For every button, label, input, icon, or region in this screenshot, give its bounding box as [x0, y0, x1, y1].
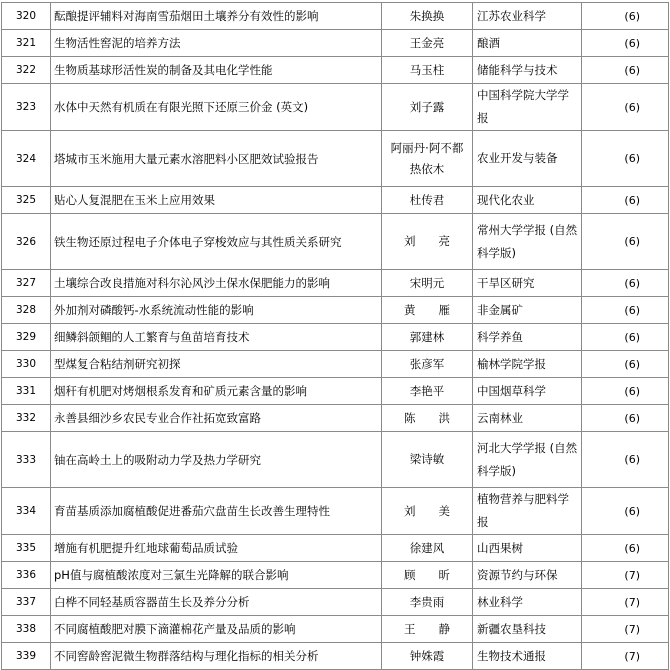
author-name: 刘子露 — [382, 84, 473, 131]
row-number: 325 — [2, 187, 51, 214]
author-name: 阿丽丹·阿不都热依木 — [382, 131, 473, 187]
journal-name: 山西果树 — [473, 535, 582, 562]
article-title: 烟秆有机肥对烤烟根系发育和矿质元素含量的影响 — [51, 378, 382, 405]
article-title: 塔城市玉米施用大量元素水溶肥料小区肥效试验报告 — [51, 131, 382, 187]
table-row — [2, 351, 669, 378]
issue-number: (6) — [582, 131, 669, 187]
issue-number: (6) — [582, 535, 669, 562]
issue-number: (6) — [582, 30, 669, 57]
issue-number: (6) — [582, 57, 669, 84]
article-title: 土壤综合改良措施对科尔沁风沙土保水保肥能力的影响 — [51, 270, 382, 297]
issue-number: (6) — [582, 351, 669, 378]
table-row — [2, 616, 669, 643]
issue-number: (6) — [582, 324, 669, 351]
table-row — [2, 131, 669, 187]
article-title: 生物活性窖泥的培养方法 — [51, 30, 382, 57]
row-number: 339 — [2, 643, 51, 670]
publication-table — [1, 2, 669, 670]
row-number: 334 — [2, 488, 51, 535]
row-number: 323 — [2, 84, 51, 131]
article-title: 外加剂对磷酸钙-水系统流动性能的影响 — [51, 297, 382, 324]
journal-name: 农业开发与装备 — [473, 131, 582, 187]
article-title: 不同腐植酸肥对膜下滴灌棉花产量及品质的影响 — [51, 616, 382, 643]
row-number: 329 — [2, 324, 51, 351]
article-title: 细鳞斜颌鲴的人工繁育与鱼苗培育技术 — [51, 324, 382, 351]
table-row — [2, 3, 669, 30]
author-name: 徐建风 — [382, 535, 473, 562]
issue-number: (6) — [582, 297, 669, 324]
author-name: 钟姝霞 — [382, 643, 473, 670]
table-row — [2, 589, 669, 616]
row-number: 321 — [2, 30, 51, 57]
issue-number: (7) — [582, 616, 669, 643]
journal-name: 生物技术通报 — [473, 643, 582, 670]
row-number: 320 — [2, 3, 51, 30]
journal-name: 云南林业 — [473, 405, 582, 432]
journal-name: 干旱区研究 — [473, 270, 582, 297]
author-name: 梁诗敏 — [382, 432, 473, 488]
row-number: 322 — [2, 57, 51, 84]
author-name: 陈 洪 — [382, 405, 473, 432]
author-name: 李艳平 — [382, 378, 473, 405]
row-number: 338 — [2, 616, 51, 643]
article-title: 增施有机肥提升红地球葡萄品质试验 — [51, 535, 382, 562]
journal-name: 江苏农业科学 — [473, 3, 582, 30]
author-name: 顾 昕 — [382, 562, 473, 589]
table-row — [2, 535, 669, 562]
journal-name: 林业科学 — [473, 589, 582, 616]
author-name: 王 静 — [382, 616, 473, 643]
row-number: 324 — [2, 131, 51, 187]
table-row — [2, 270, 669, 297]
author-name: 王金亮 — [382, 30, 473, 57]
row-number: 333 — [2, 432, 51, 488]
table-row — [2, 643, 669, 670]
row-number: 330 — [2, 351, 51, 378]
article-title: pH值与腐植酸浓度对三氯生光降解的联合影响 — [51, 562, 382, 589]
issue-number: (7) — [582, 643, 669, 670]
journal-name: 中国烟草科学 — [473, 378, 582, 405]
table-row — [2, 297, 669, 324]
issue-number: (6) — [582, 3, 669, 30]
issue-number: (6) — [582, 405, 669, 432]
row-number: 331 — [2, 378, 51, 405]
journal-name: 河北大学学报 (自然科学版) — [473, 432, 582, 488]
article-title: 永善县细沙乡农民专业合作社拓宽致富路 — [51, 405, 382, 432]
author-name: 宋明元 — [382, 270, 473, 297]
journal-name: 现代化农业 — [473, 187, 582, 214]
journal-name: 植物营养与肥料学报 — [473, 488, 582, 535]
issue-number: (6) — [582, 187, 669, 214]
journal-name: 储能科学与技术 — [473, 57, 582, 84]
row-number: 336 — [2, 562, 51, 589]
publication-table-body — [2, 3, 669, 670]
article-title: 型煤复合粘结剂研究初探 — [51, 351, 382, 378]
issue-number: (6) — [582, 432, 669, 488]
author-name: 张彦军 — [382, 351, 473, 378]
journal-name: 酿酒 — [473, 30, 582, 57]
issue-number: (6) — [582, 270, 669, 297]
article-title: 酝酿提评辅料对海南雪茄烟田土壤养分有效性的影响 — [51, 3, 382, 30]
table-row — [2, 405, 669, 432]
table-row — [2, 30, 669, 57]
table-row — [2, 378, 669, 405]
author-name: 郭建林 — [382, 324, 473, 351]
issue-number: (6) — [582, 378, 669, 405]
journal-name: 资源节约与环保 — [473, 562, 582, 589]
article-title: 水体中天然有机质在有限光照下还原三价金 (英文) — [51, 84, 382, 131]
journal-name: 科学养鱼 — [473, 324, 582, 351]
author-name: 李贵雨 — [382, 589, 473, 616]
table-row — [2, 432, 669, 488]
author-name: 刘 亮 — [382, 214, 473, 270]
author-name: 杜传君 — [382, 187, 473, 214]
table-row — [2, 57, 669, 84]
issue-number: (7) — [582, 562, 669, 589]
row-number: 326 — [2, 214, 51, 270]
row-number: 328 — [2, 297, 51, 324]
journal-name: 新疆农垦科技 — [473, 616, 582, 643]
journal-name: 中国科学院大学学报 — [473, 84, 582, 131]
row-number: 335 — [2, 535, 51, 562]
table-row — [2, 324, 669, 351]
table-row — [2, 488, 669, 535]
row-number: 337 — [2, 589, 51, 616]
issue-number: (6) — [582, 84, 669, 131]
author-name: 马玉柱 — [382, 57, 473, 84]
table-row — [2, 187, 669, 214]
journal-name: 榆林学院学报 — [473, 351, 582, 378]
author-name: 朱换换 — [382, 3, 473, 30]
issue-number: (6) — [582, 214, 669, 270]
author-name: 黄 雁 — [382, 297, 473, 324]
table-row — [2, 84, 669, 131]
article-title: 不同窖龄窖泥微生物群落结构与理化指标的相关分析 — [51, 643, 382, 670]
article-title: 生物质基球形活性炭的制备及其电化学性能 — [51, 57, 382, 84]
article-title: 铀在高岭土上的吸附动力学及热力学研究 — [51, 432, 382, 488]
issue-number: (6) — [582, 488, 669, 535]
article-title: 白桦不同轻基质容器苗生长及养分分析 — [51, 589, 382, 616]
journal-name: 常州大学学报 (自然科学版) — [473, 214, 582, 270]
article-title: 铁生物还原过程电子介体电子穿梭效应与其性质关系研究 — [51, 214, 382, 270]
row-number: 327 — [2, 270, 51, 297]
article-title: 贴心人复混肥在玉米上应用效果 — [51, 187, 382, 214]
table-row — [2, 214, 669, 270]
row-number: 332 — [2, 405, 51, 432]
journal-name: 非金属矿 — [473, 297, 582, 324]
article-title: 育苗基质添加腐植酸促进番茄穴盘苗生长改善生理特性 — [51, 488, 382, 535]
table-row — [2, 562, 669, 589]
issue-number: (7) — [582, 589, 669, 616]
author-name: 刘 美 — [382, 488, 473, 535]
